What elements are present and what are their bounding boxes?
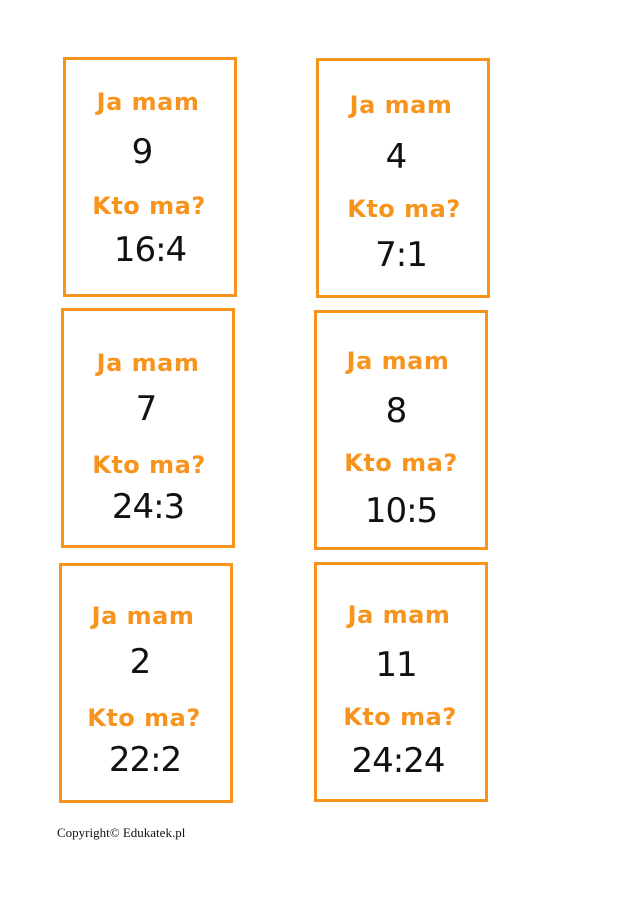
- card-who-value: 24:24: [351, 741, 445, 781]
- card-have-label: Ja mam: [347, 601, 451, 629]
- card-who-value: 7:1: [375, 235, 427, 275]
- card-who-label: Kto ma?: [87, 704, 201, 732]
- card-have-value: 8: [385, 391, 407, 431]
- card-have-label: Ja mam: [346, 347, 450, 375]
- card-have-value: 2: [129, 642, 151, 682]
- card-4: [314, 310, 488, 550]
- card-who-label: Kto ma?: [347, 195, 461, 223]
- card-1: [63, 57, 237, 297]
- card-have-value: 9: [131, 132, 153, 172]
- card-who-value: 24:3: [111, 487, 185, 527]
- card-have-label: Ja mam: [96, 88, 200, 116]
- card-have-value: 11: [375, 645, 417, 685]
- card-have-label: Ja mam: [96, 349, 200, 377]
- card-who-value: 16:4: [113, 230, 187, 270]
- card-who-label: Kto ma?: [92, 192, 206, 220]
- card-2: [316, 58, 490, 298]
- card-have-value: 7: [135, 389, 157, 429]
- card-who-value: 10:5: [364, 491, 438, 531]
- card-who-label: Kto ma?: [92, 451, 206, 479]
- card-have-label: Ja mam: [349, 91, 453, 119]
- card-who-value: 22:2: [108, 740, 182, 780]
- card-have-value: 4: [385, 137, 407, 177]
- card-who-label: Kto ma?: [343, 703, 457, 731]
- copyright-notice: Copyright© Edukatek.pl: [57, 825, 186, 840]
- card-have-label: Ja mam: [91, 602, 195, 630]
- card-6: [314, 562, 488, 802]
- card-5: [59, 563, 233, 803]
- card-who-label: Kto ma?: [344, 449, 458, 477]
- card-3: [61, 308, 235, 548]
